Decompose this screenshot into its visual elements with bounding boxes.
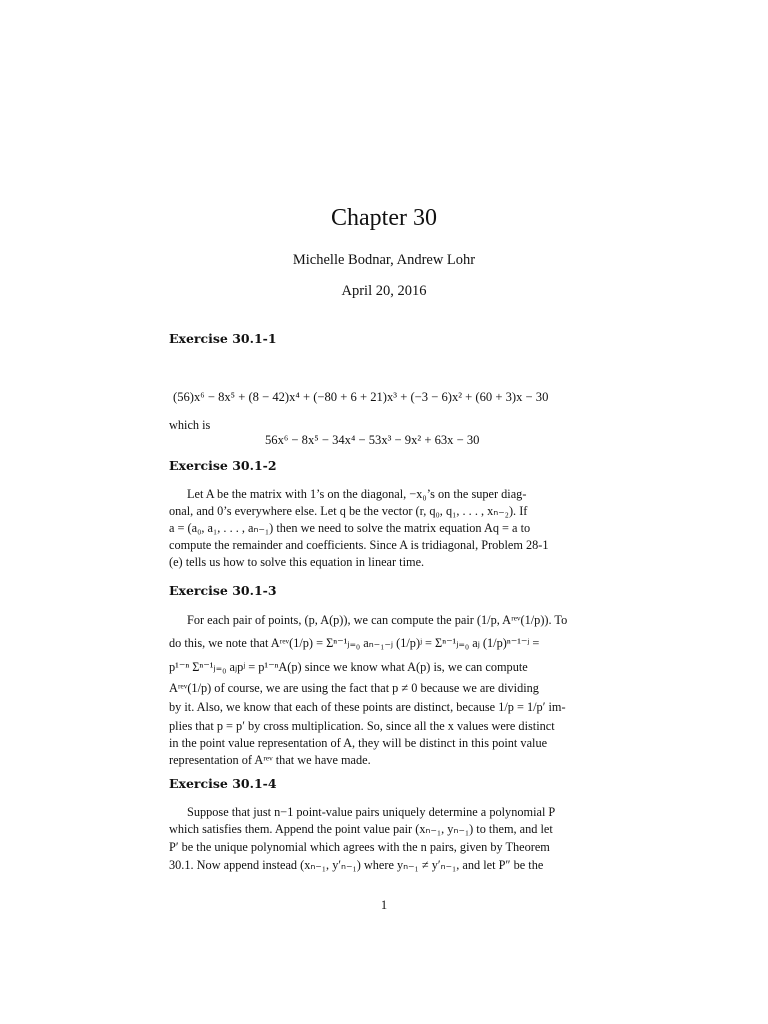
equation-expanded: (56)x⁶ − 8x⁵ + (8 − 42)x⁴ + (−80 + 6 + 21)x³ + (−3 − 6)x² + (60 + 3)x − 30 <box>173 390 549 404</box>
page-number: 1 <box>380 898 388 912</box>
exercise-heading-30-1-1: Exercise 30.1-1 <box>169 331 277 346</box>
ex2-line-4: compute the remainder and coefficients. Since A is tridiagonal, Problem 28-1 <box>169 538 549 552</box>
ex4-line-3: P′ be the unique polynomial which agrees with the n pairs, given by Theorem <box>169 840 550 854</box>
ex2-line-2: onal, and 0’s everywhere else. Let q be the vector (r, q₀, q₁, . . . , xₙ₋₂). If <box>169 504 528 518</box>
exercise-heading-30-1-2: Exercise 30.1-2 <box>169 458 277 473</box>
equation-simplified: 56x⁶ − 8x⁵ − 34x⁴ − 53x³ − 9x² + 63x − 30 <box>265 433 480 447</box>
exercise-heading-30-1-4: Exercise 30.1-4 <box>169 776 277 791</box>
ex3-line-3: p¹⁻ⁿ Σⁿ⁻¹ⱼ₌₀ aⱼpʲ = p¹⁻ⁿA(p) since we know what A(p) is, we can compute <box>169 660 528 674</box>
ex3-line-7: in the point value representation of A, they will be distinct in this point value <box>169 736 548 750</box>
date: April 20, 2016 <box>341 283 427 299</box>
ex3-line-2: do this, we note that Aʳᵉᵛ(1/p) = Σⁿ⁻¹ⱼ₌₀ aₙ₋₁₋ⱼ (1/p)ʲ = Σⁿ⁻¹ⱼ₌₀ aⱼ (1/p)ⁿ⁻¹⁻ʲ = <box>169 636 540 650</box>
ex2-line-1: Let A be the matrix with 1’s on the diagonal, −x₀’s on the super diag- <box>187 487 527 501</box>
ex2-line-3: a = (a₀, a₁, . . . , aₙ₋₁) then we need to solve the matrix equation Aq = a to <box>169 521 531 535</box>
ex2-line-5: (e) tells us how to solve this equation in linear time. <box>169 555 425 569</box>
which-is-text: which is <box>169 418 211 432</box>
authors: Michelle Bodnar, Andrew Lohr <box>292 252 476 268</box>
ex3-line-5: by it. Also, we know that each of these points are distinct, because 1/p = 1/p′ im- <box>169 700 566 714</box>
ex4-line-4: 30.1. Now append instead (xₙ₋₁, y′ₙ₋₁) where yₙ₋₁ ≠ y′ₙ₋₁, and let P″ be the <box>169 858 544 872</box>
ex3-line-8: representation of Aʳᵉᵛ that we have made. <box>169 753 371 767</box>
chapter-title: Chapter 30 <box>331 205 437 231</box>
ex4-line-2: which satisfies them. Append the point value pair (xₙ₋₁, yₙ₋₁) to them, and let <box>169 822 553 836</box>
ex3-line-4: Aʳᵉᵛ(1/p) of course, we are using the fact that p ≠ 0 because we are dividing <box>169 681 539 695</box>
ex3-line-1: For each pair of points, (p, A(p)), we can compute the pair (1/p, Aʳᵉᵛ(1/p)). To <box>187 613 568 627</box>
ex3-line-6: plies that p = p′ by cross multiplication. So, since all the x values were distinct <box>169 719 555 733</box>
ex4-line-1: Suppose that just n−1 point-value pairs uniquely determine a polynomial P <box>187 805 556 819</box>
exercise-heading-30-1-3: Exercise 30.1-3 <box>169 583 277 598</box>
